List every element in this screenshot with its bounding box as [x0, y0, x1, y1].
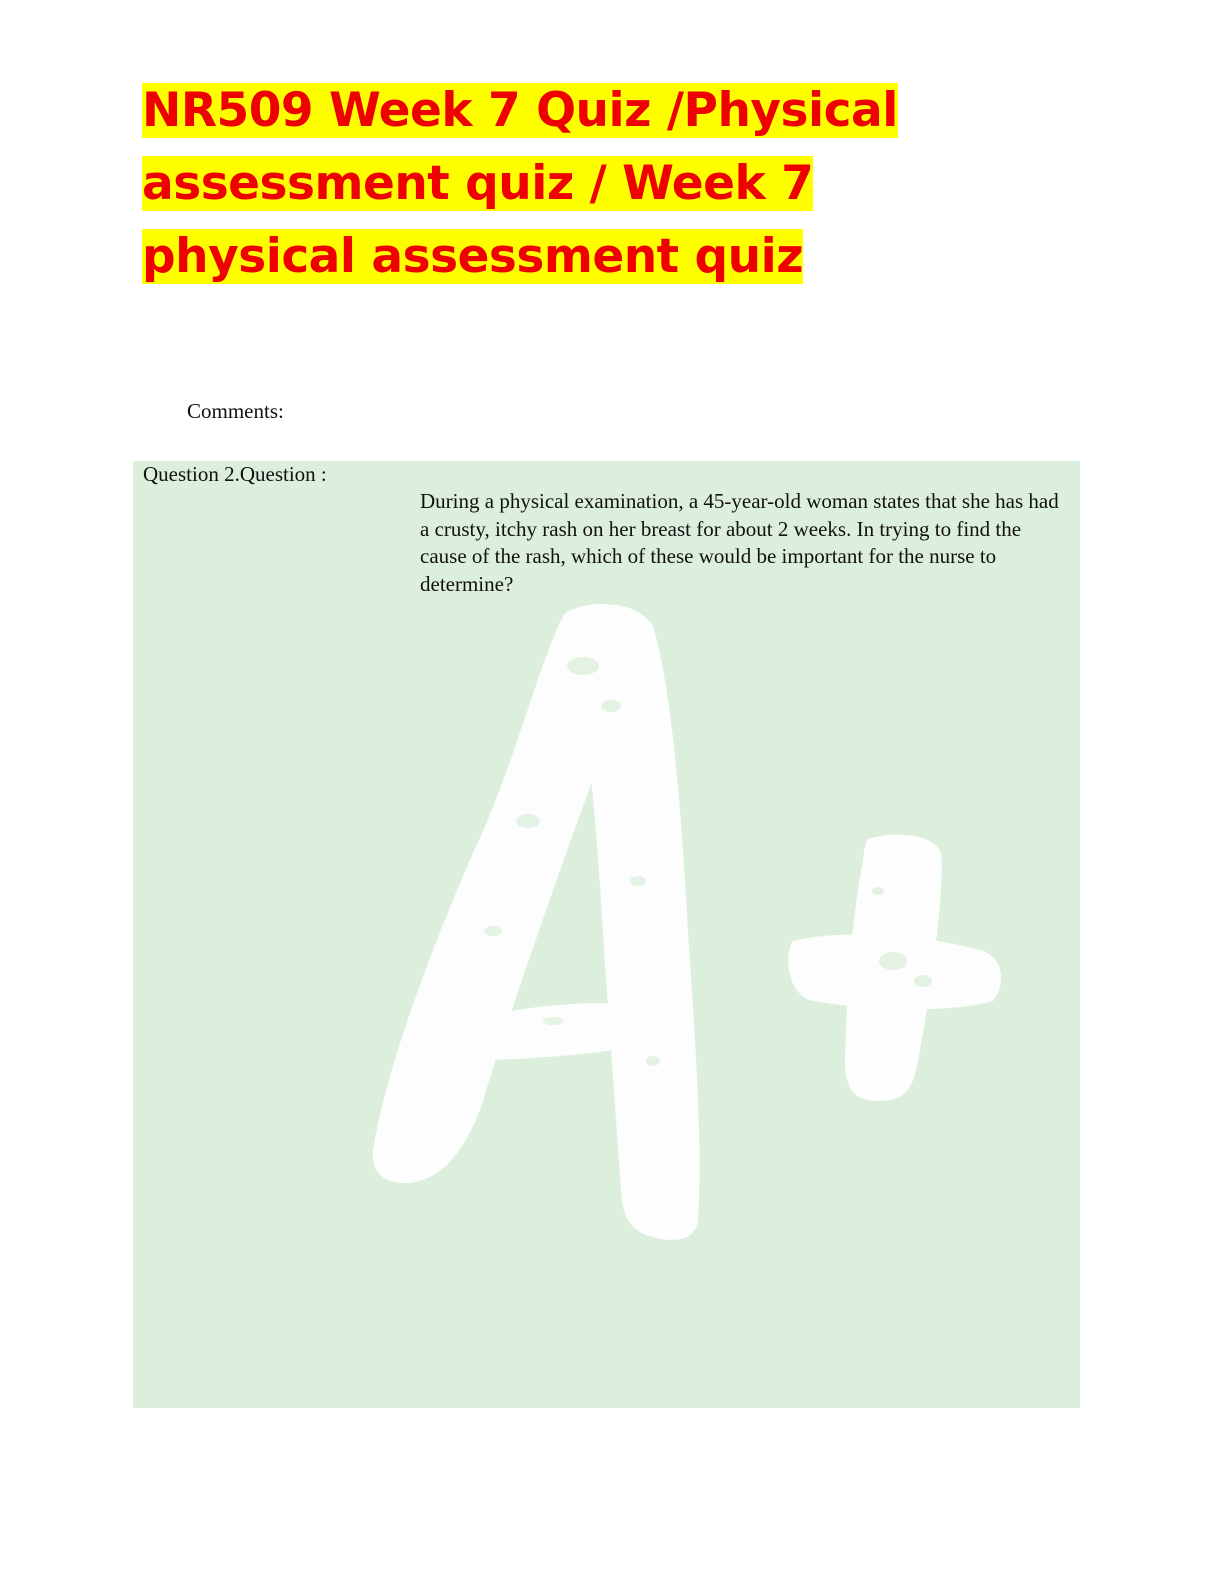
comments-label: Comments:	[187, 399, 284, 423]
document-title	[142, 74, 1022, 293]
a-plus-chalk-icon	[133, 461, 1080, 1408]
question-text: During a physical examination, a 45-year-old woman states that she has had a crusty, itchy rash on her breast for about 2 weeks. In trying to find the cause of the rash, which of these would be important for the nurse to determine?	[420, 489, 1059, 596]
question-panel	[133, 461, 1080, 1408]
title-highlight: NR509 Week 7 Quiz /Physical assessment quiz / Week 7 physical assessment quiz	[142, 83, 898, 284]
question-label: Question 2.Question :	[143, 462, 327, 486]
